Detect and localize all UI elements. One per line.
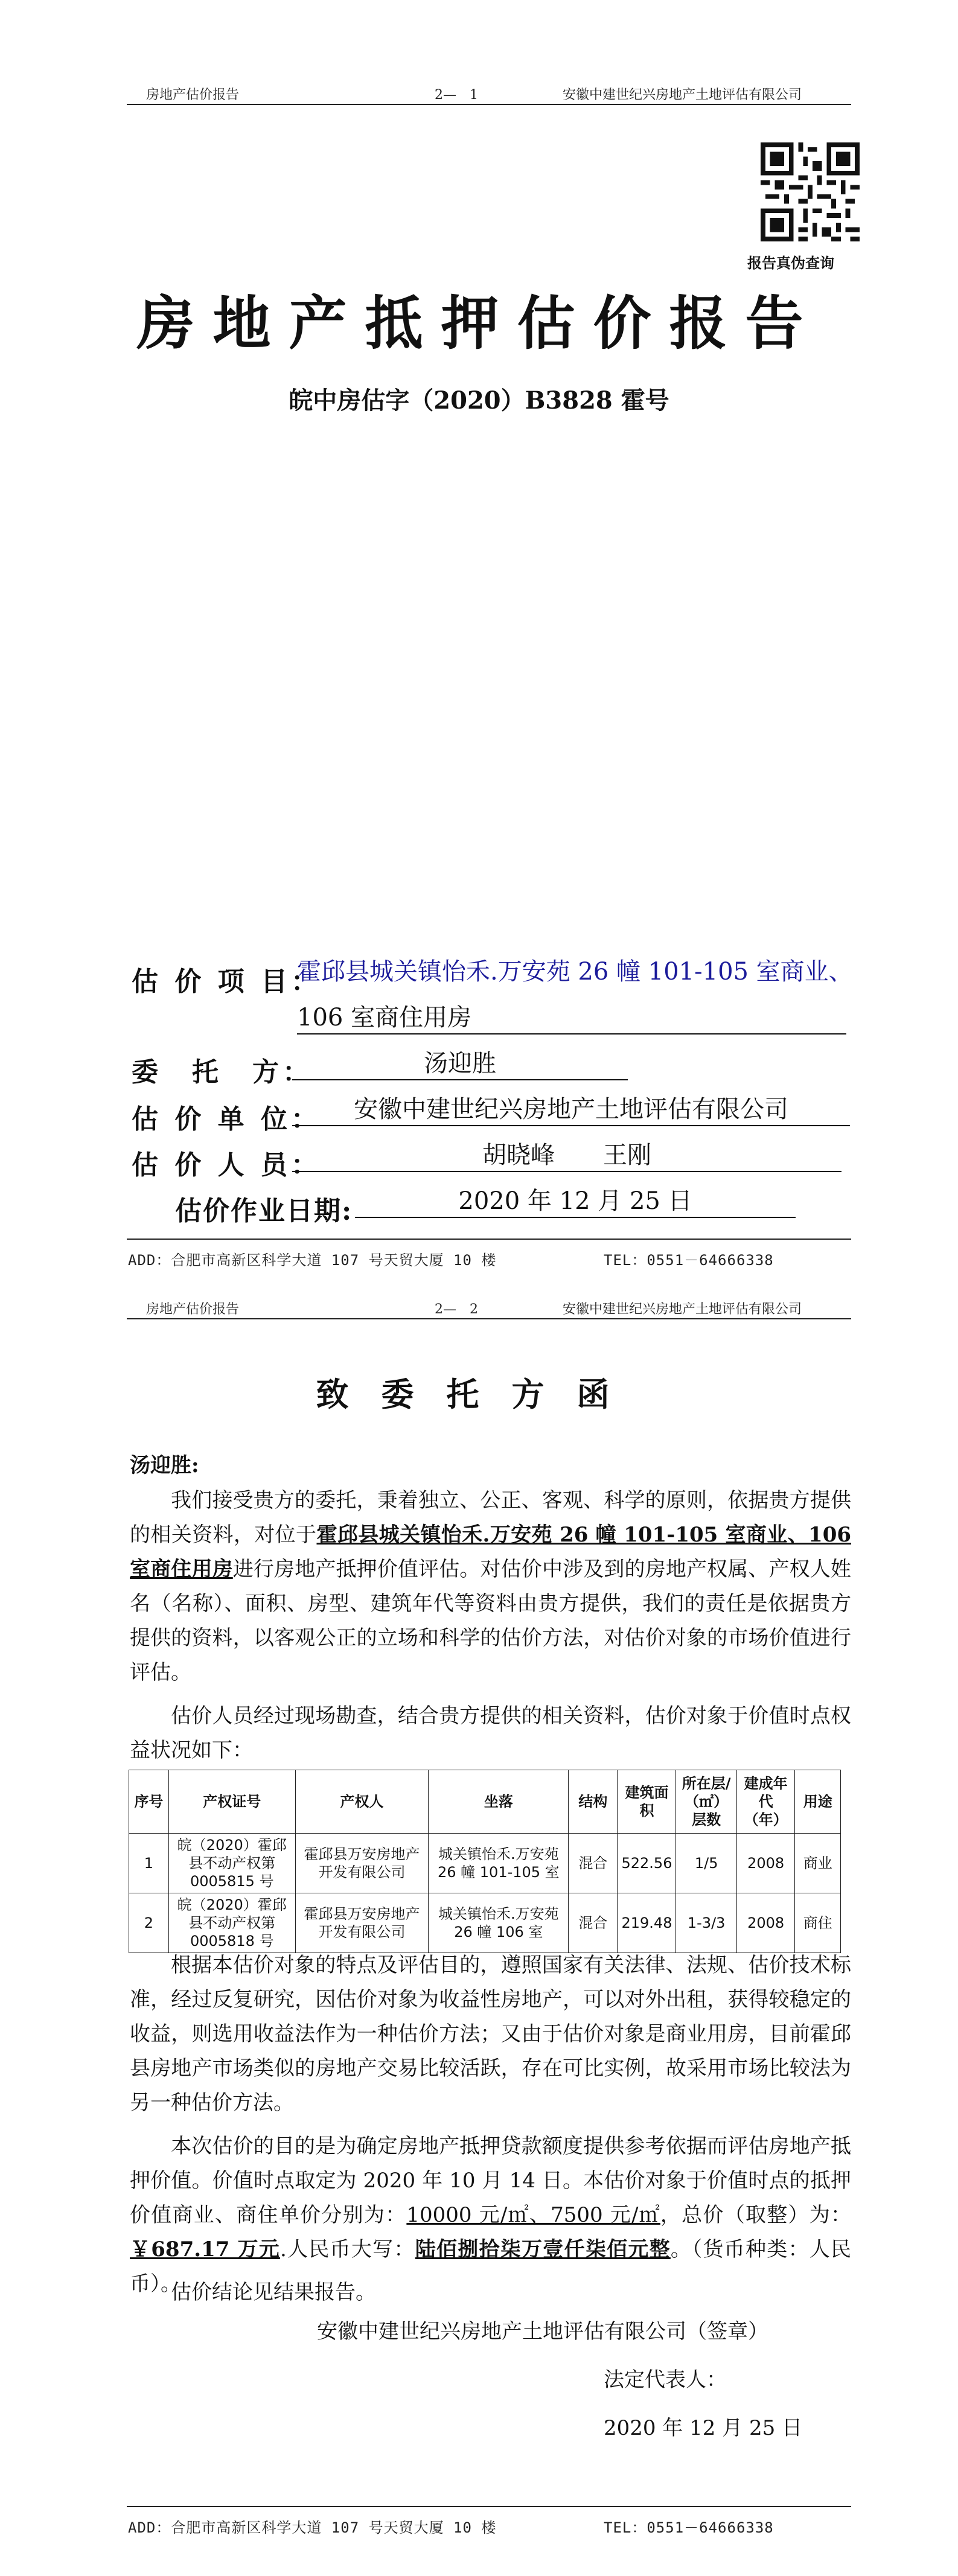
- table-cell: 1-3/3: [676, 1893, 736, 1953]
- table-cell: 219.48: [618, 1893, 676, 1953]
- page1-header-rule: [127, 104, 851, 105]
- page1-header-page-number: 2— 1: [435, 88, 478, 103]
- table-cell: 皖（2020）霍邱县不动产权第0005815 号: [168, 1834, 295, 1893]
- page2-footer-rule: [127, 2506, 851, 2507]
- property-rights-table: [129, 1770, 841, 1953]
- qr-code-icon[interactable]: [761, 142, 860, 241]
- table-header-cell: 所在层/（㎡）层数: [676, 1770, 736, 1834]
- letter-salutation: 汤迎胜:: [130, 1453, 199, 1478]
- appraisers-label: 估 价 人 员：: [132, 1150, 321, 1181]
- page1-header-right: 安徽中建世纪兴房地产土地评估有限公司: [563, 88, 802, 103]
- page2-header-left: 房地产估价报告: [146, 1302, 240, 1317]
- table-header-cell: 序号: [129, 1770, 169, 1834]
- table-row: [129, 1893, 841, 1953]
- p4-text-g: 。（货币种类：人民币）。: [130, 2237, 852, 2296]
- p1-text-c: 进行房地产抵押价值评估。对估价中涉及到的房地产权属、产权人姓名（名称）、面积、房型、建筑年代等资料由贵方提供，我们的责任是依据贵方提供的资料，以客观公正的立场和科学的估价方法，对估价对象的市场价值进行评估。: [130, 1557, 852, 1685]
- letter-title: 致委托方函: [316, 1375, 642, 1414]
- signature-date: 2020 年 12 月 25 日: [604, 2416, 803, 2440]
- table-cell: 城关镇怡禾.万安苑 26 幢 106 室: [429, 1893, 569, 1953]
- work-date-label: 估价作业日期:: [175, 1196, 353, 1226]
- page1-footer-tel: TEL：0551－64666338: [604, 1252, 774, 1269]
- appraisal-unit-value: 安徽中建世纪兴房地产土地评估有限公司: [292, 1094, 850, 1126]
- table-cell: 2008: [736, 1893, 795, 1953]
- report-document-number: 皖中房估字（2020）B3828 霍号: [289, 386, 669, 415]
- table-header-cell: 建筑面积: [618, 1770, 676, 1834]
- appraisal-unit-label: 估 价 单 位：: [132, 1104, 321, 1135]
- table-cell: 商住: [795, 1893, 841, 1953]
- table-header-cell: 建成年代（年）: [736, 1770, 795, 1834]
- p1-property-address: 霍邱县城关镇怡禾.万安苑 26 幢 101-105 室商业、106 室商住用房: [130, 1523, 852, 1581]
- p4-unit-prices: 10000 元/㎡、7500 元/㎡: [406, 2203, 660, 2227]
- table-row: [129, 1834, 841, 1893]
- letter-paragraph-3: [130, 1948, 851, 2120]
- project-value-line1: 霍邱县城关镇怡禾.万安苑 26 幢 101-105 室商业、: [297, 958, 853, 986]
- table-cell: 1: [129, 1834, 169, 1893]
- letter-paragraph-2: [130, 1699, 851, 1768]
- table-cell: 霍邱县万安房地产开发有限公司: [295, 1893, 429, 1953]
- table-cell: 522.56: [618, 1834, 676, 1893]
- project-value-line2: 106 室商住用房: [297, 1002, 846, 1035]
- page2-header-page-number: 2— 2: [435, 1302, 478, 1317]
- report-title: 房地产抵押估价报告: [136, 289, 822, 357]
- p4-text-a: 本次估价的目的是为确定房地产抵押贷款额度提供参考依据而评估房地产抵押价值。价值时点取定为 2020 年 10 月 14 日。本估价对象于价值时点的抵押价值商业、商住单价分别为：: [130, 2134, 851, 2227]
- p4-text-e: .人民币大写：: [280, 2237, 415, 2262]
- letter-paragraph-1: [130, 1484, 851, 1690]
- table-cell: 2008: [736, 1834, 795, 1893]
- table-cell: 皖（2020）霍邱县不动产权第0005818 号: [168, 1893, 295, 1953]
- work-date-value: 2020 年 12 月 25 日: [355, 1185, 796, 1218]
- table-header-cell: 坐落: [429, 1770, 569, 1834]
- table-header-cell: 用途: [795, 1770, 841, 1834]
- page1-footer-address: ADD：合肥市高新区科学大道 107 号天贸大厦 10 楼: [128, 1252, 497, 1269]
- project-label: 估 价 项 目：: [132, 966, 321, 997]
- client-label: 委 托 方：: [132, 1057, 313, 1088]
- p5-text: 估价结论见结果报告。: [171, 2280, 376, 2304]
- table-cell: 商业: [795, 1834, 841, 1893]
- signature-company: 安徽中建世纪兴房地产土地评估有限公司（签章）: [317, 2319, 768, 2344]
- p3-text: 根据本估价对象的特点及评估目的，遵照国家有关法律、法规、估价技术标准，经过反复研究，因估价对象为收益性房地产，可以对外出租，获得较稳定的收益，则选用收益法作为一种估价方法；又由于估价对象是商业用房，目前霍邱县房地产市场类似的房地产交易比较活跃，存在可比实例，故采用市场比较法为另一种估价方法。: [130, 1953, 851, 2115]
- table-cell: 混合: [569, 1893, 618, 1953]
- page2-footer-tel: TEL：0551－64666338: [604, 2519, 774, 2536]
- table-header-cell: 产权人: [295, 1770, 429, 1834]
- appraisers-value: 胡晓峰 王刚: [292, 1140, 841, 1172]
- page2-header-rule: [127, 1318, 851, 1319]
- p4-total-value: ￥687.17 万元: [130, 2237, 281, 2262]
- p4-total-value-uppercase: 陆佰捌拾柒万壹仟柒佰元整: [415, 2237, 671, 2262]
- table-header-cell: 结构: [569, 1770, 618, 1834]
- table-cell: 城关镇怡禾.万安苑 26 幢 101-105 室: [429, 1834, 569, 1893]
- page2-footer-address: ADD：合肥市高新区科学大道 107 号天贸大厦 10 楼: [128, 2519, 497, 2536]
- letter-paragraph-5: [130, 2275, 851, 2310]
- page2-header-right: 安徽中建世纪兴房地产土地评估有限公司: [563, 1302, 802, 1317]
- page1-footer-rule: [127, 1239, 851, 1240]
- page1-header-left: 房地产估价报告: [146, 88, 240, 103]
- p2-text: 估价人员经过现场勘查，结合贵方提供的相关资料，估价对象于价值时点权益状况如下：: [130, 1704, 851, 1762]
- client-value: 汤迎胜: [292, 1048, 628, 1080]
- table-cell: 霍邱县万安房地产开发有限公司: [295, 1834, 429, 1893]
- table-cell: 1/5: [676, 1834, 736, 1893]
- table-header-cell: 产权证号: [168, 1770, 295, 1834]
- p4-text-c: ，总价（取整）为：: [660, 2203, 851, 2227]
- table-header-row: [129, 1770, 841, 1834]
- table-cell: 2: [129, 1893, 169, 1953]
- qr-code-label: 报告真伪查询: [747, 254, 834, 272]
- signature-legal-rep: 法定代表人：: [604, 2368, 727, 2392]
- p1-text-a: 我们接受贵方的委托，秉着独立、公正、客观、科学的原则，依据贵方提供的相关资料，对位于: [130, 1488, 851, 1547]
- table-cell: 混合: [569, 1834, 618, 1893]
